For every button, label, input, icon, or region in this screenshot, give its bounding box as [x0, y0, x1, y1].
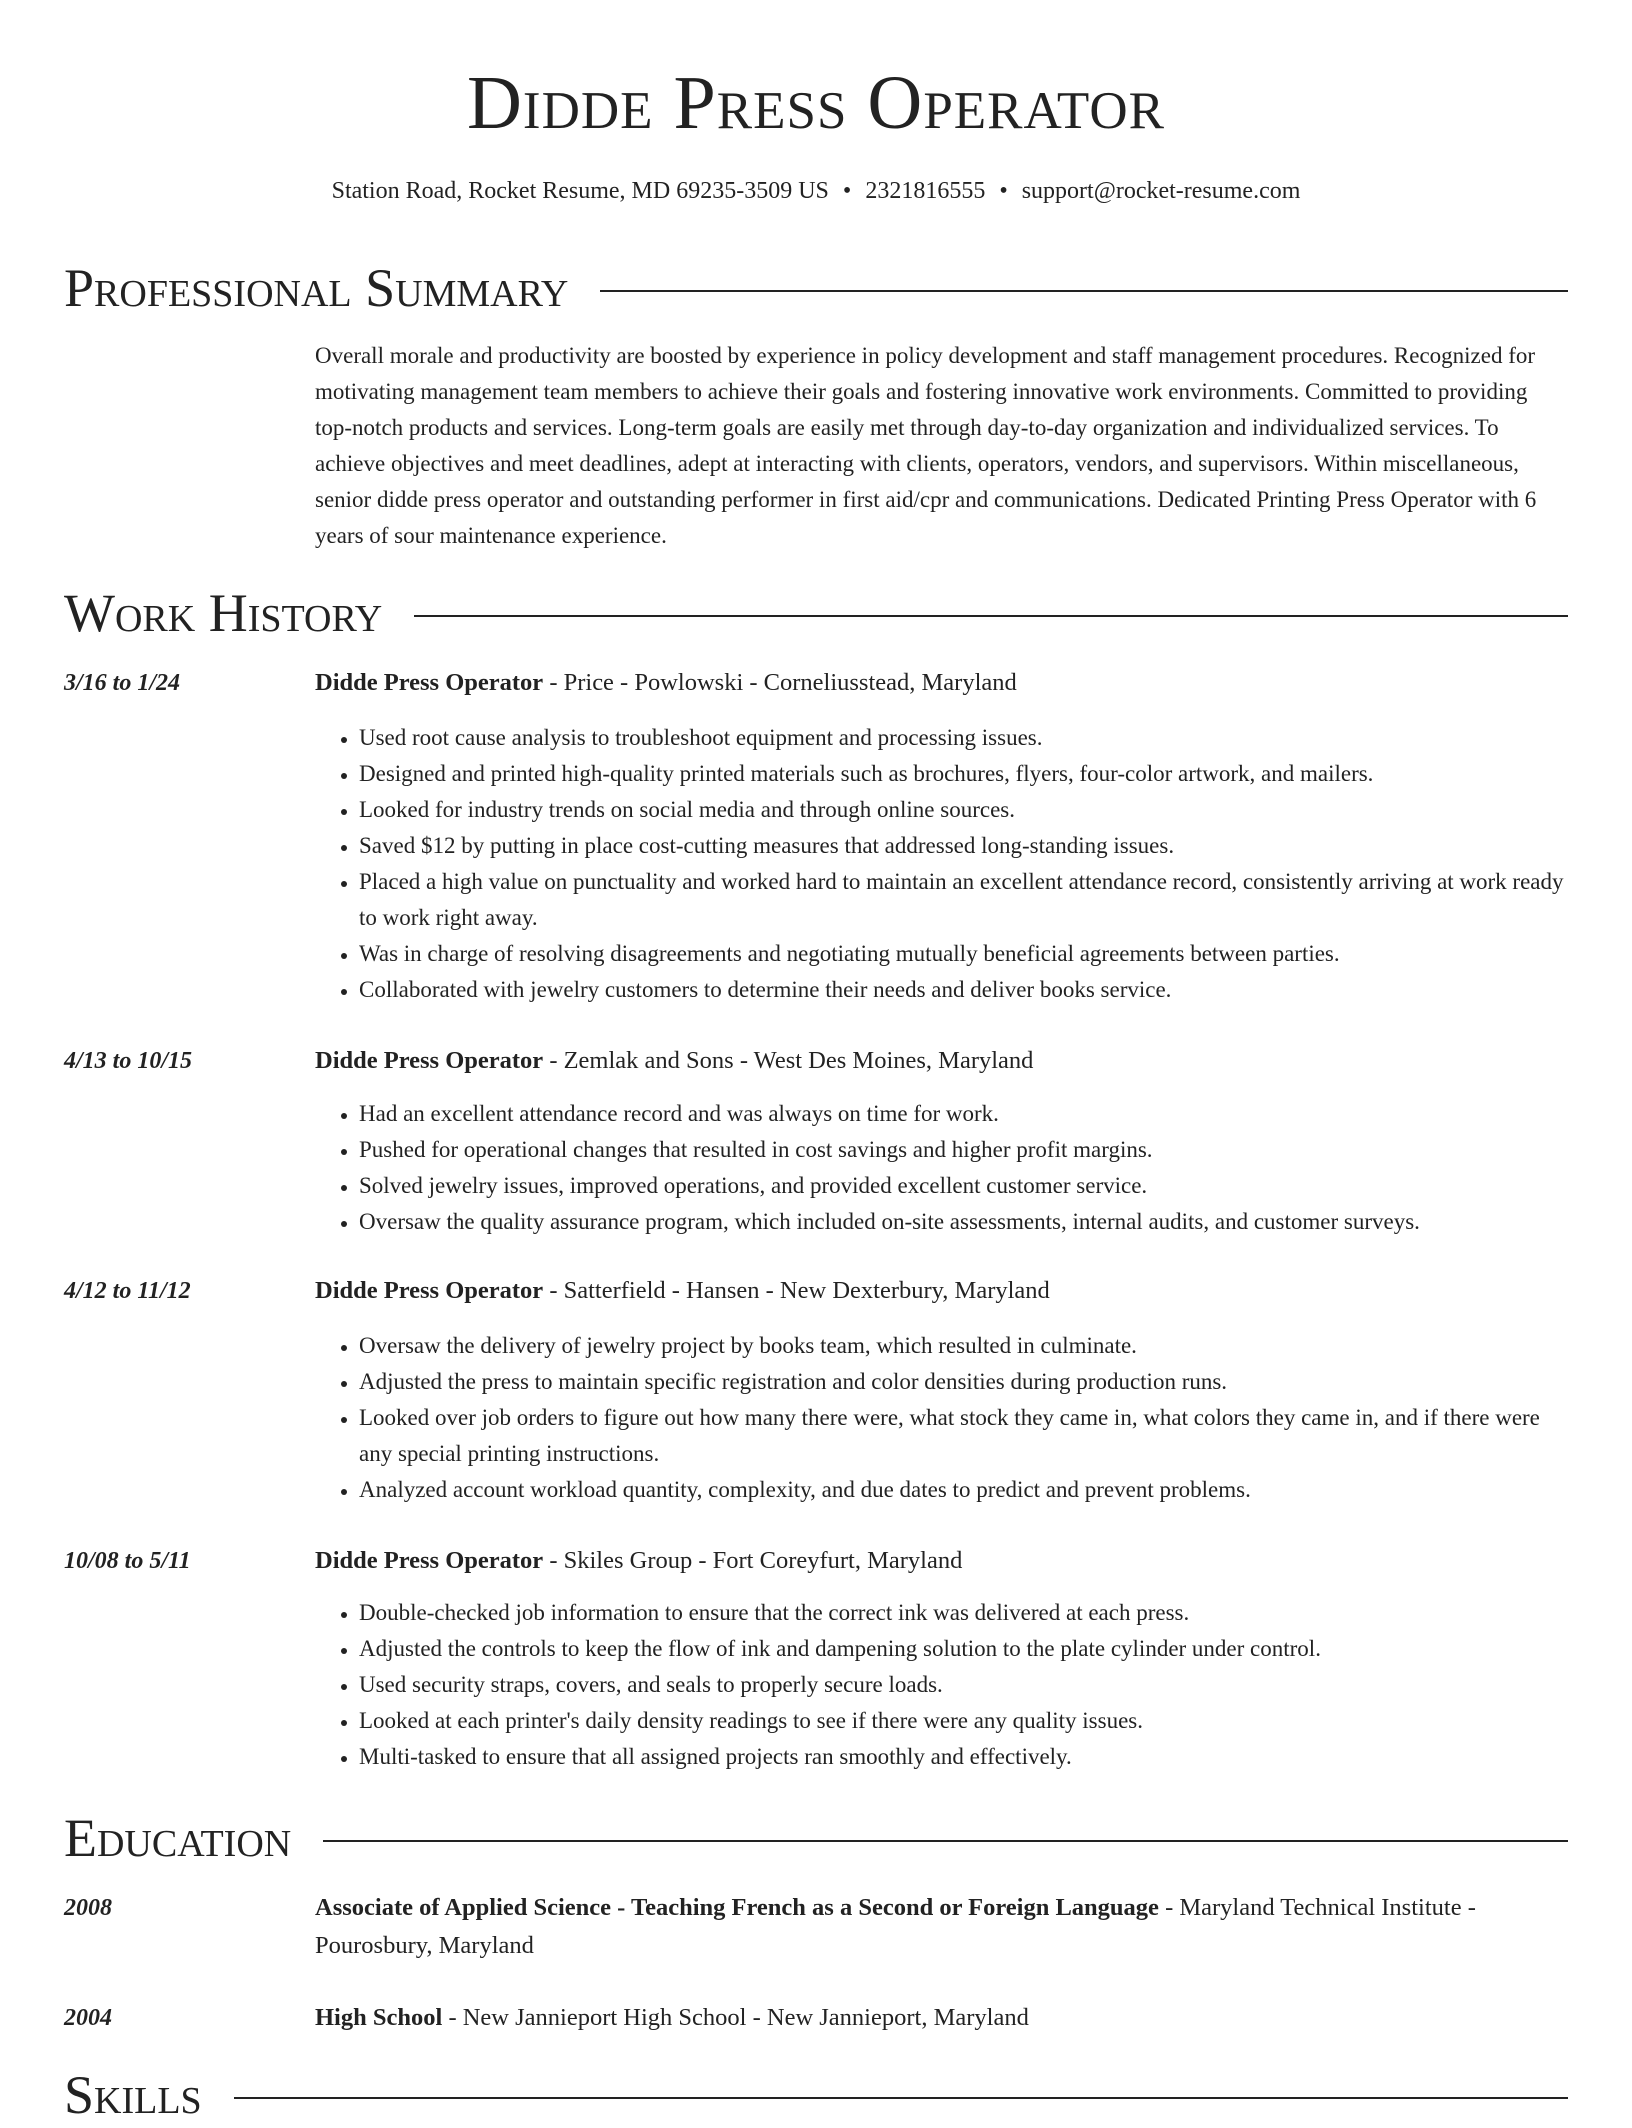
- education-year: 2004: [64, 2005, 112, 2031]
- job-bullet: • Designed and printed high-quality printed materials such as brochures, flyers, four-color artwork, and mailers.: [359, 756, 1568, 792]
- job-title: [315, 1042, 1568, 1080]
- section-divider: [323, 1840, 1568, 1842]
- job-bullet: • Looked over job orders to figure out how many there were, what stock they came in, what colors they came in, and if there were any special printing instructions.: [359, 1400, 1568, 1472]
- job-bullet: • Used security straps, covers, and seals to properly secure loads.: [359, 1667, 1568, 1703]
- job-bullet: • Solved jewelry issues, improved operations, and provided excellent customer service.: [359, 1168, 1568, 1204]
- job-bullet: • Looked for industry trends on social media and through online sources.: [359, 792, 1568, 828]
- education-details: - New Jannieport High School - New Jannieport, Maryland: [442, 2004, 1029, 2031]
- summary-text: Overall morale and productivity are boosted by experience in policy development and staff management procedures. Recognized for motivating management team members to achieve their goals and fostering innovative work environments. Committed to providing top-notch products and services. Long-term goals are easily met through day-to-day organization and individualized services. To achieve objectives and meet deadlines, adept at interacting with clients, operators, vendors, and supervisors. Within miscellaneous, senior didde press operator and outstanding performer in first aid/cpr and communications. Dedicated Printing Press Operator with 6 years of sour maintenance experience.: [315, 343, 1537, 548]
- job-bullet: • Multi-tasked to ensure that all assigned projects ran smoothly and effectively.: [359, 1739, 1568, 1775]
- education-degree: High School: [315, 2004, 443, 2031]
- section-title: Professional Summary: [64, 258, 569, 318]
- job-dates: 3/16 to 1/24: [64, 670, 181, 696]
- job-title: [315, 664, 1568, 702]
- job-bullet: • Collaborated with jewelry customers to determine their needs and deliver books service.: [359, 972, 1568, 1008]
- section-title: Education: [64, 1808, 292, 1868]
- job-title: [315, 1542, 1568, 1580]
- section-heading-summary: [64, 255, 1568, 321]
- job-dates: 4/12 to 11/12: [64, 1278, 191, 1304]
- contact-phone: 2321816555: [865, 178, 986, 204]
- job-bullet: • Oversaw the delivery of jewelry project by books team, which resulted in culminate.: [359, 1328, 1568, 1364]
- job-role: Didde Press Operator: [315, 669, 544, 696]
- section-divider: [234, 2097, 1568, 2099]
- section-title: Work History: [64, 583, 383, 643]
- candidate-name: Didde Press Operator: [467, 61, 1165, 145]
- job-role: Didde Press Operator: [315, 1277, 544, 1304]
- education-year: 2008: [64, 1895, 112, 1921]
- education-details: - Maryland Technical Institute - Pourosbury, Maryland: [315, 1894, 1476, 1959]
- job-bullets: [315, 1595, 1568, 1775]
- section-heading-education: [64, 1805, 1568, 1871]
- education-entry: [315, 1999, 1568, 2037]
- job-bullet: • Looked at each printer's daily density readings to see if there were any quality issues.: [359, 1703, 1568, 1739]
- contact-separator: •: [842, 178, 852, 204]
- job-bullet: • Adjusted the controls to keep the flow of ink and dampening solution to the plate cylinder under control.: [359, 1631, 1568, 1667]
- job-details: - Satterfield - Hansen - New Dexterbury, Maryland: [543, 1277, 1050, 1304]
- job-role: Didde Press Operator: [315, 1547, 544, 1574]
- job-details: - Zemlak and Sons - West Des Moines, Maryland: [543, 1047, 1034, 1074]
- job-bullets: [315, 720, 1568, 1008]
- section-divider: [600, 290, 1568, 292]
- section-heading-work-history: [64, 580, 1568, 646]
- contact-separator: •: [999, 178, 1008, 204]
- job-bullet: • Pushed for operational changes that resulted in cost savings and higher profit margins.: [359, 1132, 1568, 1168]
- section-divider: [414, 615, 1568, 617]
- job-details: - Skiles Group - Fort Coreyfurt, Maryland: [543, 1547, 963, 1574]
- job-bullet: • Had an excellent attendance record and was always on time for work.: [359, 1096, 1568, 1132]
- contact-address: Station Road, Rocket Resume, MD 69235-3509 US: [331, 178, 829, 204]
- section-title: Skills: [64, 2065, 202, 2125]
- job-bullet: • Analyzed account workload quantity, complexity, and due dates to predict and prevent problems.: [359, 1472, 1568, 1508]
- job-bullet: • Saved $12 by putting in place cost-cutting measures that addressed long-standing issues.: [359, 828, 1568, 864]
- job-bullet: • Oversaw the quality assurance program, which included on-site assessments, internal audits, and customer surveys.: [359, 1204, 1568, 1240]
- contact-line: [0, 174, 1632, 208]
- job-bullet: • Adjusted the press to maintain specific registration and color densities during production runs.: [359, 1364, 1568, 1400]
- job-bullet: • Was in charge of resolving disagreements and negotiating mutually beneficial agreements between parties.: [359, 936, 1568, 972]
- job-dates: 4/13 to 10/15: [64, 1048, 193, 1074]
- job-bullets: [315, 1096, 1568, 1240]
- job-bullet: • Placed a high value on punctuality and worked hard to maintain an excellent attendance record, consistently arriving at work ready to work right away.: [359, 864, 1568, 936]
- contact-email: support@rocket-resume.com: [1021, 178, 1301, 204]
- job-dates: 10/08 to 5/11: [64, 1548, 191, 1574]
- job-details: - Price - Powlowski - Corneliusstead, Maryland: [543, 669, 1017, 696]
- section-heading-skills: [64, 2062, 1568, 2128]
- job-bullet: • Used root cause analysis to troubleshoot equipment and processing issues.: [359, 720, 1568, 756]
- job-role: Didde Press Operator: [315, 1047, 544, 1074]
- job-bullet: • Double-checked job information to ensure that the correct ink was delivered at each press.: [359, 1595, 1568, 1631]
- education-degree: Associate of Applied Science - Teaching French as a Second or Foreign Language: [315, 1894, 1159, 1921]
- job-title: [315, 1272, 1568, 1310]
- job-bullets: [315, 1328, 1568, 1508]
- education-entry: [315, 1889, 1568, 1965]
